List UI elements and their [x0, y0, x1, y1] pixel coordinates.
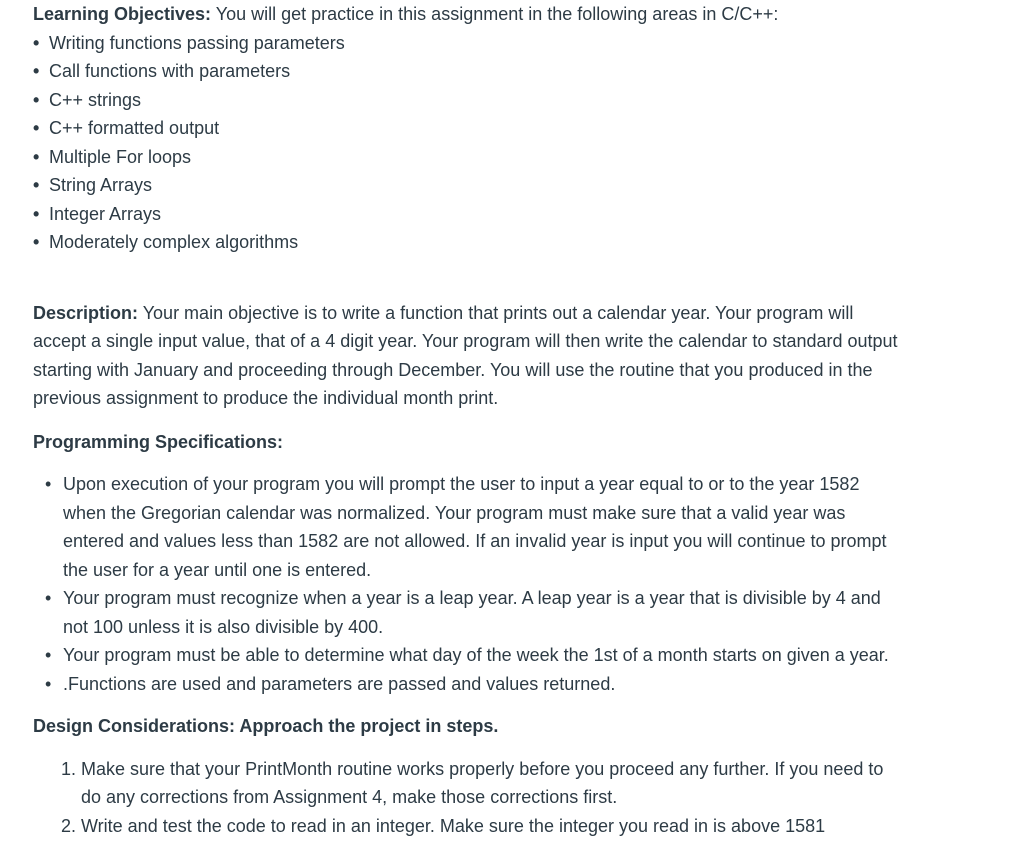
- list-item: • Your program must be able to determine what day of the week the 1st of a month starts on given a year.: [63, 641, 903, 670]
- bullet-icon: •: [33, 118, 40, 138]
- objective-text: Integer Arrays: [49, 203, 162, 224]
- description-label: Description:: [33, 302, 139, 323]
- objective-text: Moderately complex algorithms: [49, 232, 299, 252]
- step-number: 1.: [61, 758, 77, 779]
- list-item: [33, 228, 903, 257]
- design-steps-list: [33, 755, 903, 841]
- objective-text: C++ strings: [49, 89, 142, 110]
- description-paragraph: [33, 299, 903, 413]
- programming-specifications-list: [33, 470, 903, 698]
- list-item: [33, 114, 903, 143]
- bullet-icon: •: [33, 32, 40, 53]
- list-item: [33, 29, 903, 58]
- objective-text: String Arrays: [49, 175, 153, 195]
- learning-objectives-label: Learning Objectives:: [33, 4, 212, 24]
- list-item: [33, 143, 903, 172]
- learning-objectives-intro-text: You will get practice in this assignment in the following areas in C/C++:: [211, 4, 779, 24]
- list-item: [33, 57, 903, 86]
- bullet-icon: •: [33, 175, 40, 195]
- list-item: [33, 200, 903, 229]
- objective-text: Call functions with parameters: [49, 61, 291, 81]
- list-item: [61, 755, 903, 812]
- objective-text: C++ formatted output: [49, 118, 220, 138]
- learning-objectives-intro: [33, 0, 903, 29]
- bullet-icon: •: [33, 232, 40, 252]
- programming-specifications-heading: Programming Specifications:: [33, 431, 284, 452]
- objective-text: Multiple For loops: [49, 146, 192, 167]
- list-item: • Your program must recognize when a year is a leap year. A leap year is a year that is divisible by 4 and not 100 unless it is also divisible by 400.: [63, 584, 903, 641]
- bullet-icon: •: [33, 146, 40, 167]
- bullet-icon: •: [33, 61, 40, 81]
- learning-objectives: [33, 0, 903, 257]
- bullet-icon: •: [33, 203, 40, 224]
- list-item: [33, 86, 903, 115]
- description-text: Your main objective is to write a function that prints out a calendar year. Your program will accept a single input value, that of a 4 digit year. Your program will then write the calendar to standard output starting with January and proceeding through December. You will use the routine that you produced in the previous assignment to produce the individual month print.: [33, 302, 898, 408]
- list-item: [33, 171, 903, 200]
- objective-text: Writing functions passing parameters: [49, 32, 345, 53]
- step-text: Write and test the code to read in an integer. Make sure the integer you read in is above 1581: [81, 815, 826, 836]
- step-text: Make sure that your PrintMonth routine works properly before you proceed any further. If you need to do any corrections from Assignment 4, make those corrections first.: [81, 758, 884, 807]
- list-item: • Upon execution of your program you will prompt the user to input a year equal to or to the year 1582 when the Gregorian calendar was normalized. Your program must make sure that a valid year was entered and values less than 1582 are not allowed. If an invalid year is input you will continue to prompt the user for a year until one is entered.: [63, 470, 903, 584]
- list-item: • .Functions are used and parameters are passed and values returned.: [63, 670, 903, 699]
- bullet-icon: •: [33, 89, 40, 110]
- design-considerations-heading: Design Considerations: Approach the project in steps.: [33, 716, 499, 736]
- list-item: [61, 812, 903, 841]
- step-number: 2.: [61, 815, 77, 836]
